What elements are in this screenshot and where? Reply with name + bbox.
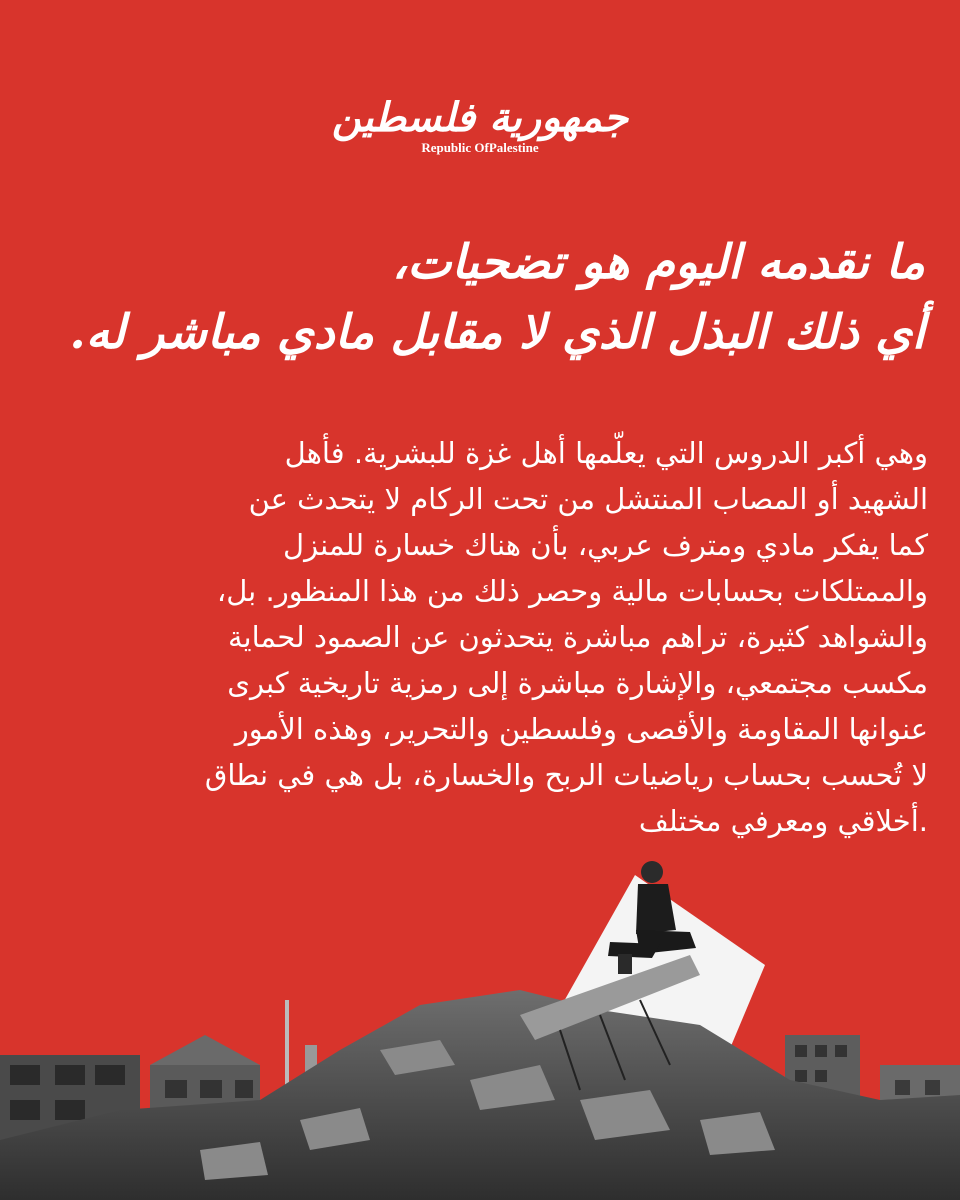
body-line: والشواهد كثيرة، تراهم مباشرة يتحدثون عن الصمود لحماية: [227, 620, 928, 654]
body-paragraph: [28, 430, 928, 844]
body-line: عنوانها المقاومة والأقصى وفلسطين والتحرير، وهذه الأمور: [234, 712, 928, 746]
body-line: لا تُحسب بحساب رياضيات الربح والخسارة، بل هي في نطاق: [204, 758, 928, 792]
body-line: مكسب مجتمعي، والإشارة مباشرة إلى رمزية تاريخية كبرى: [227, 666, 928, 700]
body-line: الشهيد أو المصاب المنتشل من تحت الركام لا يتحدث عن: [248, 482, 928, 516]
body-line: والممتلكات بحسابات مالية وحصر ذلك من هذا المنظور. بل،: [216, 574, 928, 608]
logo-english: Republic OfPalestine: [421, 140, 539, 155]
rubble-scene-illustration: [0, 850, 960, 1200]
headline-line-2: أي ذلك البذل الذي لا مقابل مادي مباشر له.: [69, 305, 925, 360]
body-line: وهي أكبر الدروس التي يعلّمها أهل غزة للبشرية. فأهل: [284, 436, 928, 470]
headline: [40, 228, 925, 368]
logo: [0, 96, 960, 156]
logo-arabic: جمهورية فلسطين: [331, 94, 629, 141]
headline-line-1: ما نقدمه اليوم هو تضحيات،: [392, 235, 925, 290]
body-line: كما يفكر مادي ومترف عربي، بأن هناك خسارة للمنزل: [283, 528, 928, 562]
body-line: .أخلاقي ومعرفي مختلف: [638, 804, 928, 838]
